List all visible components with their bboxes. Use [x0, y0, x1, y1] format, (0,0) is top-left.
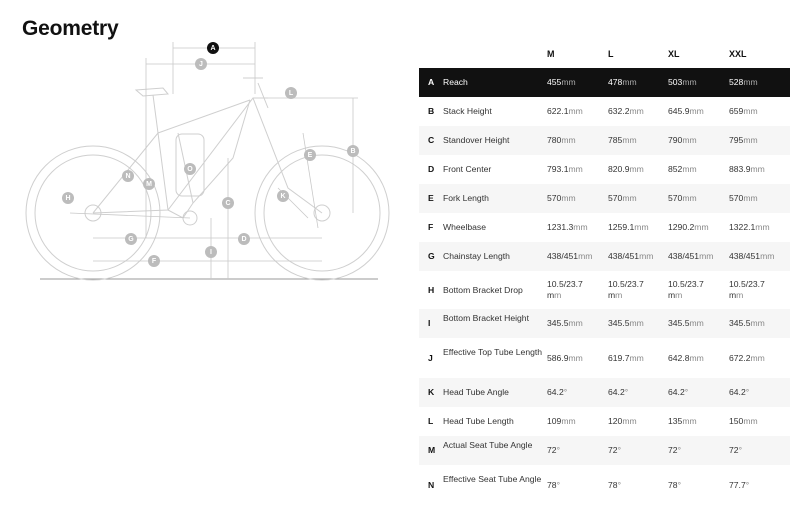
value-number: 10.5/23.7 m [608, 279, 644, 300]
label-letter: A [210, 45, 216, 52]
geometry-diagram [18, 38, 398, 288]
diagram-label-a [207, 42, 219, 54]
value-unit: mm [682, 135, 697, 145]
row-letter: L [428, 416, 434, 426]
value-xxl [729, 193, 781, 204]
value-unit: ° [563, 387, 568, 397]
value-number: 659 [729, 106, 744, 116]
value-m [547, 445, 597, 456]
dimension-lines [70, 42, 358, 279]
value-xl [668, 135, 720, 146]
value-number: 570 [547, 193, 562, 203]
value-xl [668, 480, 720, 491]
value-xl [668, 445, 720, 456]
row-label: Head Tube Length [443, 416, 514, 426]
value-number: 1231.3 [547, 222, 574, 232]
row-letter: H [428, 284, 435, 295]
value-unit: ° [738, 445, 742, 455]
value-number: 1322.1 [729, 222, 756, 232]
value-unit: mm [622, 135, 637, 145]
value-number: 672.2 [729, 352, 751, 363]
label-letter: J [199, 61, 203, 68]
value-l [608, 135, 660, 146]
label-letter: K [280, 193, 286, 200]
value-xxl [729, 251, 781, 262]
diagram-label-b [347, 145, 359, 157]
value-number: 150 [729, 416, 744, 426]
value-xl [668, 251, 720, 262]
value-number: 345.5 [668, 318, 690, 328]
value-l [608, 480, 660, 491]
value-unit: mm [629, 164, 644, 174]
value-unit: mm [561, 135, 576, 145]
value-unit: mm [689, 106, 704, 116]
value-number: 72 [668, 445, 678, 455]
table-row-a[interactable] [419, 68, 790, 97]
value-number: 135 [668, 416, 683, 426]
value-xxl [729, 222, 781, 233]
value-number: 438/451 [547, 251, 579, 261]
diagram-label-c [222, 197, 234, 209]
value-unit: mm [750, 164, 765, 174]
value-number: 345.5 [547, 318, 569, 328]
value-l [608, 251, 660, 262]
value-number: 570 [668, 193, 683, 203]
value-unit: mm [694, 222, 709, 232]
value-number: 622.1 [547, 106, 569, 116]
geometry-table [419, 40, 790, 505]
label-letter: M [146, 181, 152, 188]
label-letter: C [225, 200, 231, 207]
value-number: 632.2 [608, 106, 630, 116]
value-l [608, 445, 660, 456]
value-unit: m [554, 290, 562, 300]
value-unit: m [615, 290, 623, 300]
value-unit: mm [743, 135, 758, 145]
diagram-label-d [238, 233, 250, 245]
value-unit: ° [617, 445, 621, 455]
value-unit: mm [682, 416, 697, 426]
value-xxl [729, 135, 781, 146]
value-number: 570 [729, 193, 744, 203]
label-letter: H [65, 195, 71, 202]
diagram-label-i [205, 246, 217, 258]
value-number: 10.5/23.7 m [668, 279, 704, 300]
value-number: 64.2 [668, 387, 685, 397]
value-unit: mm [743, 193, 758, 203]
value-number: 793.1 [547, 164, 569, 174]
value-m [547, 251, 597, 262]
value-xxl [729, 279, 781, 301]
row-letter: A [428, 77, 435, 87]
table-row-l[interactable] [419, 407, 790, 436]
value-l [608, 193, 660, 204]
value-xxl [729, 106, 781, 117]
label-letter: F [151, 258, 157, 265]
value-unit: mm [629, 106, 644, 116]
value-unit: mm [622, 416, 637, 426]
label-letter: N [125, 173, 131, 180]
value-unit: mm [634, 222, 649, 232]
value-xl [668, 222, 720, 233]
value-number: 72 [608, 445, 618, 455]
value-unit: ° [624, 387, 629, 397]
value-unit: mm [573, 222, 588, 232]
value-l [608, 279, 660, 301]
value-xxl [729, 387, 781, 398]
value-unit: mm [699, 251, 714, 261]
value-number: 78 [668, 479, 678, 490]
row-label: Reach [443, 77, 468, 87]
value-number: 72 [729, 445, 739, 455]
table-row-e[interactable] [419, 184, 790, 213]
value-unit: mm [561, 416, 576, 426]
label-letter: G [128, 236, 134, 243]
table-row-j[interactable] [419, 338, 790, 378]
value-l [608, 318, 660, 329]
table-row-c[interactable] [419, 126, 790, 155]
value-xl [668, 193, 720, 204]
value-l [608, 416, 660, 427]
row-label: Effective Top Tube Length [443, 347, 543, 357]
value-xl [668, 318, 720, 329]
value-m [547, 77, 597, 88]
value-unit: mm [689, 318, 704, 328]
value-number: 645.9 [668, 106, 690, 116]
value-unit: mm [622, 193, 637, 203]
value-number: 10.5/23.7 m [547, 279, 583, 300]
value-number: 478 [608, 77, 623, 87]
value-unit: mm [743, 106, 758, 116]
value-number: 1259.1 [608, 222, 635, 232]
value-unit: m [675, 290, 683, 300]
table-row-f[interactable] [419, 213, 790, 242]
value-m [547, 164, 597, 175]
value-unit: ° [684, 387, 689, 397]
table-row-k[interactable] [419, 378, 790, 407]
diagram-label-f [148, 255, 160, 267]
diagram-label-o [184, 163, 196, 175]
row-letter: G [428, 251, 435, 261]
row-letter: F [428, 222, 434, 232]
value-xxl [729, 445, 781, 456]
value-l [608, 77, 660, 88]
value-number: 883.9 [729, 164, 751, 174]
value-number: 64.2 [729, 387, 746, 397]
row-label: Wheelbase [443, 222, 486, 232]
row-label: Bottom Bracket Drop [443, 284, 523, 295]
table-row-d[interactable] [419, 155, 790, 184]
value-unit: mm [629, 318, 644, 328]
row-label: Effective Seat Tube Angle [443, 474, 542, 484]
value-unit: mm [682, 164, 697, 174]
value-number: 109 [547, 416, 562, 426]
label-letter: I [210, 249, 212, 256]
value-number: 1290.2 [668, 222, 695, 232]
value-unit: ° [745, 479, 750, 490]
value-m [547, 106, 597, 117]
value-xl [668, 77, 720, 88]
table-row-i[interactable] [419, 309, 790, 338]
value-xxl [729, 416, 781, 427]
diagram-label-m [143, 178, 155, 190]
value-number: 785 [608, 135, 623, 145]
value-l [608, 387, 660, 398]
value-unit: ° [556, 445, 560, 455]
diagram-label-h [62, 192, 74, 204]
row-label: Actual Seat Tube Angle [443, 439, 533, 450]
value-number: 642.8 [668, 352, 690, 363]
value-m [547, 387, 597, 398]
value-unit: ° [617, 479, 621, 490]
value-unit: mm [743, 416, 758, 426]
size-header-xxl: XXL [729, 49, 747, 59]
table-row-g[interactable] [419, 242, 790, 271]
row-letter: J [428, 352, 433, 363]
value-number: 64.2 [547, 387, 564, 397]
value-unit: mm [750, 352, 765, 363]
value-number: 503 [668, 77, 683, 87]
row-letter: E [428, 193, 434, 203]
value-number: 528 [729, 77, 744, 87]
value-xl [668, 353, 720, 364]
value-number: 10.5/23.7 m [729, 279, 765, 300]
table-row-m[interactable] [419, 436, 790, 465]
value-unit: mm [755, 222, 770, 232]
diagram-label-k [277, 190, 289, 202]
value-m [547, 318, 597, 329]
value-unit: mm [682, 77, 697, 87]
value-number: 438/451 [608, 251, 640, 261]
value-number: 345.5 [729, 318, 751, 328]
value-unit: mm [568, 318, 583, 328]
value-number: 790 [668, 135, 683, 145]
value-unit: ° [677, 445, 681, 455]
value-l [608, 164, 660, 175]
value-xl [668, 387, 720, 398]
value-l [608, 222, 660, 233]
page-title: Geometry [22, 17, 119, 40]
value-unit: mm [760, 251, 775, 261]
size-header-xl: XL [668, 49, 680, 59]
row-label: Stack Height [443, 106, 492, 116]
label-letter: O [187, 166, 193, 173]
row-letter: K [428, 387, 435, 397]
label-letter: D [241, 236, 247, 243]
value-unit: mm [568, 106, 583, 116]
table-row-n[interactable] [419, 465, 790, 505]
row-letter: D [428, 164, 435, 174]
label-letter: E [307, 152, 313, 159]
value-number: 78 [608, 479, 618, 490]
size-header-l: L [608, 49, 614, 59]
value-unit: mm [750, 318, 765, 328]
value-unit: mm [561, 193, 576, 203]
value-m [547, 222, 597, 233]
value-xxl [729, 353, 781, 364]
row-letter: I [428, 318, 431, 328]
diagram-label-g [125, 233, 137, 245]
value-m [547, 353, 597, 364]
value-m [547, 279, 597, 301]
value-number: 619.7 [608, 352, 630, 363]
value-unit: ° [677, 479, 681, 490]
row-label: Bottom Bracket Height [443, 312, 529, 323]
value-unit: mm [689, 352, 704, 363]
value-m [547, 416, 597, 427]
value-number: 820.9 [608, 164, 630, 174]
label-letter: B [350, 148, 356, 155]
value-unit: mm [568, 164, 583, 174]
value-unit: m [736, 290, 744, 300]
value-m [547, 193, 597, 204]
value-l [608, 353, 660, 364]
value-number: 570 [608, 193, 623, 203]
table-row-h[interactable] [419, 271, 790, 309]
value-xxl [729, 480, 781, 491]
table-row-b[interactable] [419, 97, 790, 126]
diagram-label-j [195, 58, 207, 70]
value-m [547, 480, 597, 491]
value-unit: mm [561, 77, 576, 87]
diagram-label-l [285, 87, 297, 99]
value-number: 77.7 [729, 479, 746, 490]
row-label: Head Tube Angle [443, 387, 509, 397]
value-xl [668, 416, 720, 427]
row-letter: B [428, 106, 435, 116]
value-unit: mm [622, 77, 637, 87]
value-xxl [729, 77, 781, 88]
value-number: 72 [547, 445, 557, 455]
value-number: 438/451 [729, 251, 761, 261]
diagram-label-e [304, 149, 316, 161]
value-unit: ° [556, 479, 560, 490]
table-header [419, 40, 790, 68]
diagram-label-n [122, 170, 134, 182]
value-unit: mm [639, 251, 654, 261]
value-number: 455 [547, 77, 562, 87]
value-m [547, 135, 597, 146]
value-xl [668, 164, 720, 175]
row-label: Fork Length [443, 193, 489, 203]
row-label: Front Center [443, 164, 492, 174]
row-letter: C [428, 135, 435, 145]
row-label: Chainstay Length [443, 251, 510, 261]
value-number: 438/451 [668, 251, 700, 261]
row-letter: N [428, 479, 435, 490]
value-l [608, 106, 660, 117]
label-letter: L [288, 90, 294, 97]
table-body [419, 68, 790, 505]
value-unit: ° [745, 387, 750, 397]
size-header-m: M [547, 49, 555, 59]
value-number: 586.9 [547, 352, 569, 363]
value-unit: mm [743, 77, 758, 87]
value-unit: mm [682, 193, 697, 203]
value-number: 78 [547, 479, 557, 490]
row-letter: M [428, 445, 436, 455]
value-number: 345.5 [608, 318, 630, 328]
value-xl [668, 106, 720, 117]
value-number: 780 [547, 135, 562, 145]
value-number: 120 [608, 416, 623, 426]
value-xxl [729, 318, 781, 329]
value-unit: mm [629, 352, 644, 363]
value-xl [668, 279, 720, 301]
value-number: 795 [729, 135, 744, 145]
bike-diagram-svg [18, 38, 398, 288]
value-unit: mm [568, 352, 583, 363]
value-unit: mm [578, 251, 593, 261]
value-number: 64.2 [608, 387, 625, 397]
value-number: 852 [668, 164, 683, 174]
row-label: Standover Height [443, 135, 510, 145]
value-xxl [729, 164, 781, 175]
